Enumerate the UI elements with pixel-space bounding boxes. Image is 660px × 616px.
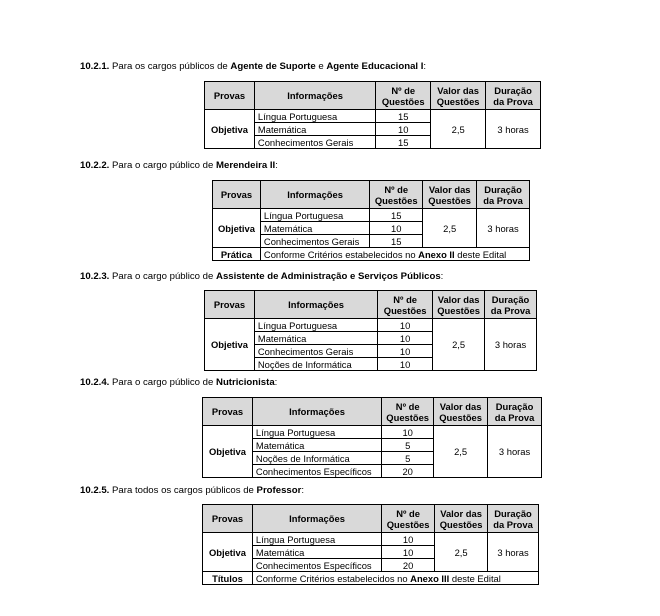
header-informacoes: Informações: [252, 398, 381, 426]
question-value: 2,5: [435, 533, 488, 572]
section-number: 10.2.2.: [80, 160, 110, 171]
prova-type: Títulos: [203, 572, 253, 585]
prova-type: Objetiva: [203, 426, 253, 478]
question-count: 10: [378, 332, 433, 345]
header-informacoes: Informações: [254, 82, 375, 110]
subject: Matemática: [254, 332, 377, 345]
question-count: 10: [382, 426, 434, 439]
section-number: 10.2.4.: [80, 377, 110, 388]
heading-text: Para o cargo público de: [112, 271, 217, 282]
exam-table-10-2-1: [204, 81, 541, 149]
subject: Conhecimentos Específicos: [252, 559, 381, 572]
header-num-questoes: Nº de Questões: [370, 181, 423, 209]
section-heading-10-2-3: [80, 271, 443, 283]
subject: Língua Portuguesa: [252, 426, 381, 439]
section-heading-10-2-4: [80, 377, 277, 389]
section-heading-10-2-5: [80, 485, 304, 497]
section-number: 10.2.3.: [80, 271, 110, 282]
exam-table-10-2-4: [202, 397, 542, 478]
prova-type: Prática: [213, 248, 261, 261]
header-valor: Valor das Questões: [431, 82, 486, 110]
header-informacoes: Informações: [252, 505, 381, 533]
question-count: 5: [382, 439, 434, 452]
header-valor: Valor das Questões: [423, 181, 477, 209]
question-count: 15: [370, 235, 423, 248]
header-duracao: Duração da Prova: [488, 505, 539, 533]
question-count: 10: [370, 222, 423, 235]
header-provas: Provas: [213, 181, 261, 209]
header-provas: Provas: [205, 82, 255, 110]
exam-duration: 3 horas: [488, 426, 542, 478]
question-count: 10: [376, 123, 431, 136]
subject: Língua Portuguesa: [254, 110, 375, 123]
header-provas: Provas: [203, 398, 253, 426]
header-valor: Valor das Questões: [433, 291, 485, 319]
exam-duration: 3 horas: [485, 319, 537, 371]
heading-text: Para todos os cargos públicos de: [112, 485, 257, 496]
cargo-name: Merendeira II: [216, 160, 276, 171]
subject: Conhecimentos Gerais: [254, 345, 377, 358]
prova-type: Objetiva: [205, 110, 255, 149]
exam-duration: 3 horas: [477, 209, 530, 248]
header-num-questoes: Nº de Questões: [376, 82, 431, 110]
header-num-questoes: Nº de Questões: [382, 505, 435, 533]
heading-text: e: [315, 61, 327, 72]
question-count: 10: [378, 345, 433, 358]
heading-text: Para o cargo público de: [112, 377, 217, 388]
question-value: 2,5: [423, 209, 477, 248]
heading-text: :: [423, 61, 427, 72]
header-duracao: Duração da Prova: [485, 291, 537, 319]
header-informacoes: Informações: [254, 291, 377, 319]
section-number: 10.2.5.: [80, 485, 110, 496]
heading-text: :: [440, 271, 444, 282]
subject: Matemática: [252, 546, 381, 559]
question-count: 10: [382, 533, 435, 546]
note-text: deste Edital: [449, 572, 501, 584]
header-provas: Provas: [203, 505, 253, 533]
section-heading-10-2-1: [80, 61, 426, 73]
question-value: 2,5: [431, 110, 486, 149]
question-count: 10: [378, 319, 433, 332]
heading-text: :: [275, 160, 278, 171]
section-number: 10.2.1.: [80, 61, 110, 72]
question-count: 15: [376, 110, 431, 123]
annex-ref: Anexo II: [418, 248, 455, 260]
question-value: 2,5: [433, 319, 485, 371]
prova-type: Objetiva: [203, 533, 253, 572]
exam-duration: 3 horas: [488, 533, 539, 572]
exam-table-10-2-3: [204, 290, 537, 371]
cargo-name: Professor: [256, 485, 302, 496]
header-num-questoes: Nº de Questões: [382, 398, 434, 426]
note-text: deste Edital: [454, 248, 507, 260]
exam-duration: 3 horas: [486, 110, 541, 149]
section-heading-10-2-2: [80, 160, 278, 172]
criteria-note: [252, 572, 538, 585]
prova-type: Objetiva: [213, 209, 261, 248]
question-count: 10: [382, 546, 435, 559]
subject: Matemática: [254, 123, 375, 136]
header-num-questoes: Nº de Questões: [378, 291, 433, 319]
cargo-name: Assistente de Administração e Serviços Públicos: [216, 271, 441, 282]
header-valor: Valor das Questões: [435, 505, 488, 533]
question-count: 5: [382, 452, 434, 465]
subject: Matemática: [252, 439, 381, 452]
header-valor: Valor das Questões: [434, 398, 488, 426]
exam-table-10-2-5: [202, 504, 539, 585]
subject: Língua Portuguesa: [254, 319, 377, 332]
cargo-name: Nutricionista: [216, 377, 275, 388]
criteria-note: [260, 248, 529, 261]
question-count: 10: [378, 358, 433, 371]
note-text: Conforme Critérios estabelecidos no: [263, 248, 419, 260]
header-duracao: Duração da Prova: [488, 398, 542, 426]
prova-type: Objetiva: [205, 319, 255, 371]
subject: Noções de Informática: [254, 358, 377, 371]
question-value: 2,5: [434, 426, 488, 478]
subject: Conhecimentos Gerais: [260, 235, 369, 248]
heading-text: Para o cargo público de: [112, 160, 217, 171]
header-provas: Provas: [205, 291, 255, 319]
subject: Língua Portuguesa: [252, 533, 381, 546]
exam-table-10-2-2: [212, 180, 530, 261]
question-count: 15: [376, 136, 431, 149]
heading-text: :: [301, 485, 305, 496]
note-text: Conforme Critérios estabelecidos no: [255, 572, 411, 584]
cargo-name: Agente Educacional I: [326, 61, 424, 72]
heading-text: Para os cargos públicos de: [112, 61, 231, 72]
subject: Noções de Informática: [252, 452, 381, 465]
subject: Matemática: [260, 222, 369, 235]
subject: Conhecimentos Específicos: [252, 465, 381, 478]
subject: Língua Portuguesa: [260, 209, 369, 222]
question-count: 20: [382, 559, 435, 572]
header-duracao: Duração da Prova: [477, 181, 530, 209]
question-count: 15: [370, 209, 423, 222]
annex-ref: Anexo III: [410, 572, 450, 584]
question-count: 20: [382, 465, 434, 478]
heading-text: :: [274, 377, 278, 388]
header-duracao: Duração da Prova: [486, 82, 541, 110]
subject: Conhecimentos Gerais: [254, 136, 375, 149]
header-informacoes: Informações: [260, 181, 369, 209]
cargo-name: Agente de Suporte: [230, 61, 316, 72]
